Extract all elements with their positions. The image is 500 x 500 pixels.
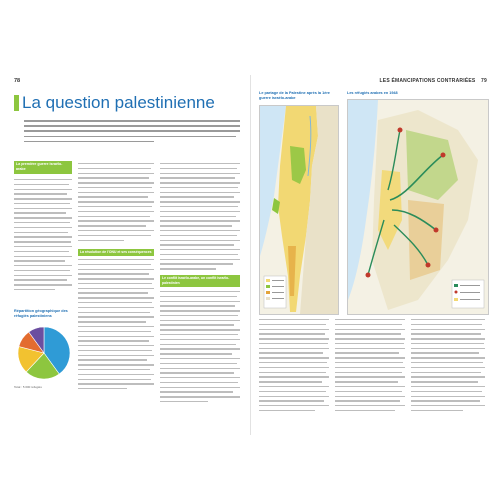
map1-title: Le partage de la Palestine après la 1ère guerre israélo-arabe (259, 91, 330, 100)
camp-marker (398, 128, 403, 133)
right-text-column-3 (411, 319, 485, 415)
intro-line (24, 130, 240, 132)
title-accent-bar (14, 95, 19, 111)
running-head-text: LES ÉMANCIPATIONS CONTRARIÉES (379, 78, 476, 84)
pie-chart-container (14, 323, 74, 383)
right-text-column-2 (335, 319, 405, 415)
map2-title: Les réfugiés arabes en 1948 (347, 91, 398, 95)
right-text-column-1 (259, 319, 329, 415)
camp-marker (441, 153, 446, 158)
chart-title: Répartition géographique des réfugiés palestiniens (14, 309, 68, 318)
text-column-1 (14, 179, 72, 294)
section-heading-1: La résolution de l'ONU et ses conséquences (78, 249, 154, 256)
intro-line (24, 141, 154, 143)
page-number-left: 78 (14, 78, 21, 84)
text-column-2 (78, 163, 154, 244)
intro-line (24, 120, 240, 122)
sidebar-heading: La première guerre israélo-arabe (16, 162, 63, 171)
intro-line (24, 136, 236, 138)
camp-marker (434, 228, 439, 233)
pie-chart (14, 323, 74, 383)
running-head (380, 78, 487, 84)
left-page (10, 75, 250, 435)
section-heading-2: Le conflit israélo-arabe, un conflit israélo-palestinien (160, 275, 240, 287)
page-number-right: 79 (481, 78, 487, 84)
intro-line (24, 125, 240, 127)
intro-paragraph (24, 117, 240, 146)
text-column-3b (160, 291, 240, 406)
page-title: La question palestinienne (22, 93, 215, 112)
chart-caption: Total : 5 000 réfugiés (14, 385, 42, 389)
map2-frame (347, 99, 489, 315)
map1-frame (259, 105, 339, 315)
text-column-2b (78, 259, 154, 393)
jordan-region (408, 200, 444, 280)
text-column-3 (160, 163, 240, 273)
partition-map (260, 106, 338, 314)
right-page (250, 75, 491, 435)
camp-marker (366, 273, 371, 278)
camp-marker (426, 263, 431, 268)
refugees-map (348, 100, 488, 314)
